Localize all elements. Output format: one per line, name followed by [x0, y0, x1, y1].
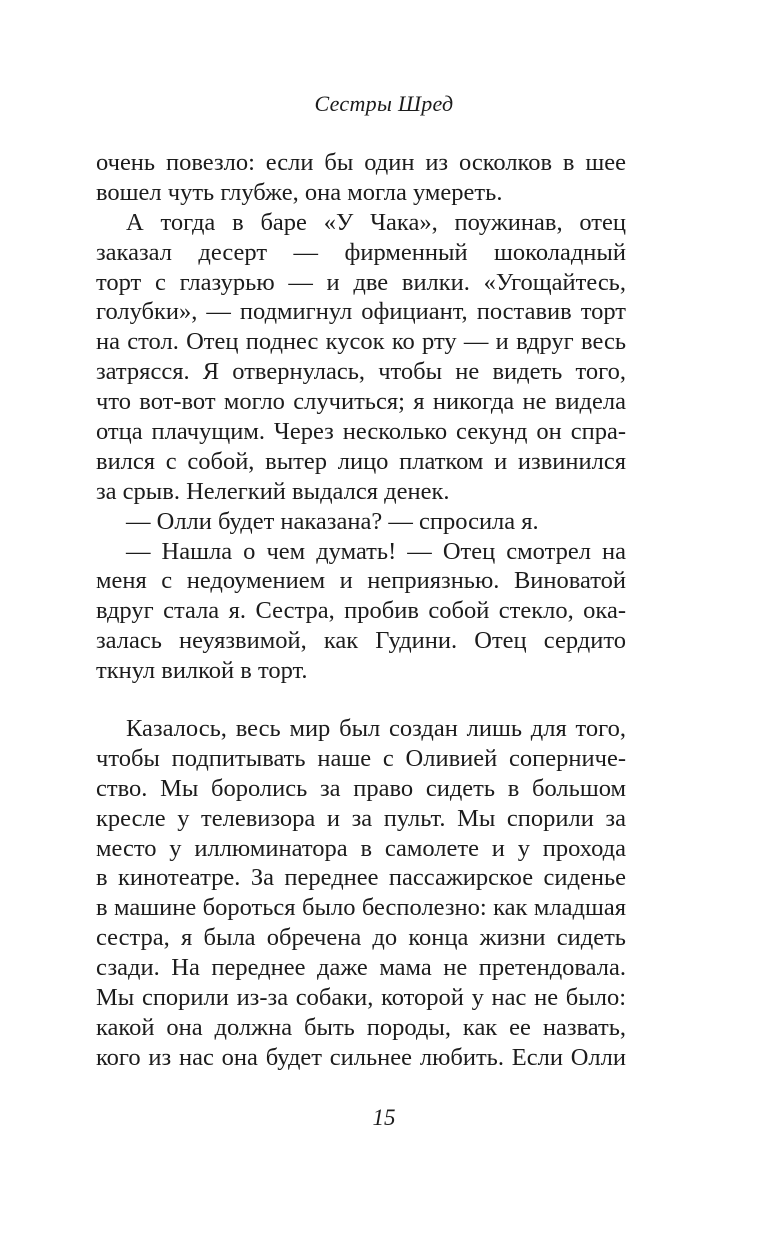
text-line: А тогда в баре «У Чака», поужинав, отец [126, 208, 626, 236]
text-block-2 [96, 714, 626, 1073]
text-line: вдруг стала я. Сестра, пробив собой стекло, ока- [96, 597, 626, 625]
text-line: заказал десерт — фирменный шоколадный [96, 238, 626, 266]
page-number: 15 [372, 1105, 396, 1130]
text-line: за срыв. Нелегкий выдался денек. [96, 477, 450, 505]
text-line: кого из нас она будет сильнее любить. Если Олли [96, 1043, 626, 1071]
text-line: голубки», — подмигнул официант, поставив торт [96, 298, 626, 326]
text-line: сзади. На переднее даже мама не претендовала. [96, 954, 626, 982]
text-line: в машине бороться было бесполезно: как младшая [96, 894, 626, 922]
text-line: Мы спорили из-за собаки, которой у нас не было: [96, 984, 626, 1012]
text-line: — Нашла о чем думать! — Отец смотрел на [126, 537, 626, 565]
text-line: кресле у телевизора и за пульт. Мы спорили за [96, 804, 626, 832]
text-line: на стол. Отец поднес кусок ко рту — и вдруг весь [96, 328, 626, 356]
text-line: ство. Мы боролись за право сидеть в большом [96, 774, 626, 802]
text-line: сестра, я была обречена до конца жизни сидеть [96, 924, 626, 952]
text-line: залась неуязвимой, как Гудини. Отец сердито [96, 627, 626, 655]
text-line: затрясся. Я отвернулась, чтобы не видеть того, [96, 358, 626, 386]
text-line: ткнул вилкой в торт. [96, 657, 308, 685]
text-line: какой она должна быть породы, как ее назвать, [96, 1013, 626, 1041]
text-line: Казалось, весь мир был создан лишь для того, [126, 715, 626, 742]
text-line: что вот-вот могло случиться; я никогда не видела [96, 388, 626, 416]
text-line: меня с недоумением и неприязнью. Виноватой [96, 567, 626, 595]
text-line: очень повезло: если бы один из осколков в шее [96, 149, 626, 176]
text-line: чтобы подпитывать наше с Оливией соперниче- [96, 744, 626, 772]
text-line: — Олли будет наказана? — спросила я. [126, 507, 539, 535]
text-line: торт с глазурью — и две вилки. «Угощайтесь, [96, 268, 626, 296]
text-line: место у иллюминатора в самолете и у прохода [96, 834, 626, 862]
text-line: вился с собой, вытер лицо платком и извинился [96, 447, 626, 475]
text-line: вошел чуть глубже, она могла умереть. [96, 178, 503, 206]
text-line: в кинотеатре. За переднее пассажирское сиденье [96, 864, 626, 892]
text-line: отца плачущим. Через несколько секунд он спра- [96, 418, 626, 446]
running-head: Сестры Шред [314, 91, 454, 116]
text-block-1 [96, 148, 626, 686]
